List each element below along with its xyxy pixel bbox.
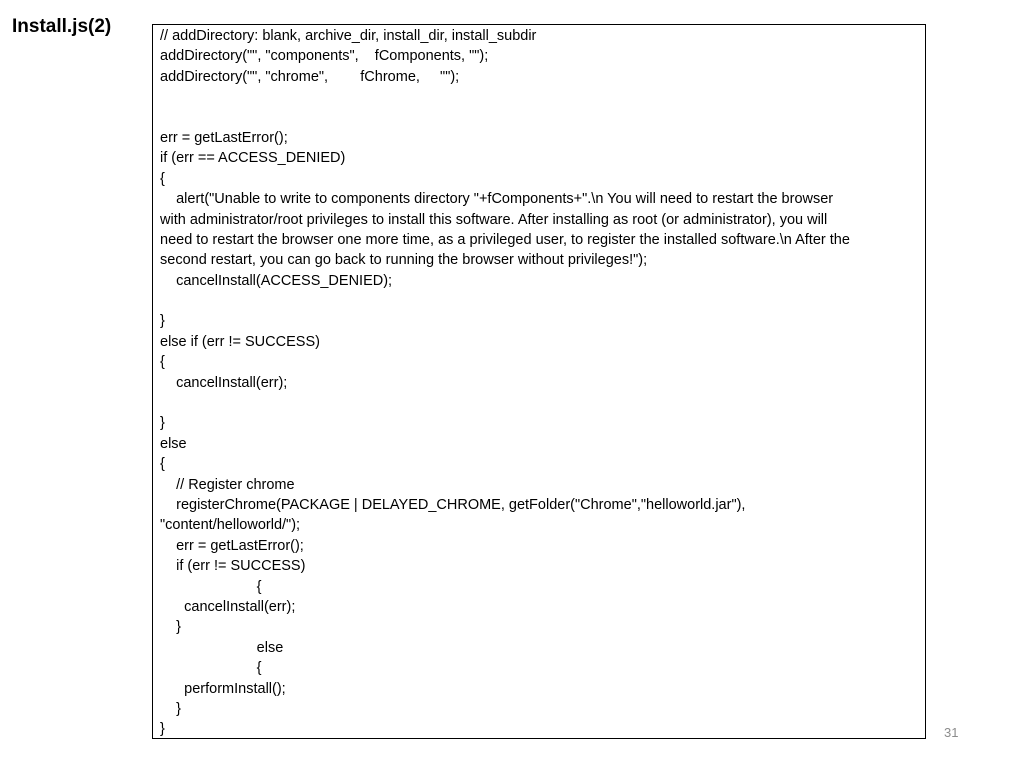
code-line [160, 291, 925, 311]
code-line: if (err == ACCESS_DENIED) [160, 150, 346, 167]
code-line: err = getLastError(); [160, 537, 304, 554]
code-line: // Register chrome [160, 476, 295, 493]
code-line: } [160, 700, 181, 717]
code-line: } [160, 721, 165, 738]
code-line: need to restart the browser one more time, as a privileged user, to register the installed software.\n After the [160, 231, 850, 248]
code-line: err = getLastError(); [160, 129, 288, 146]
code-line: cancelInstall(err); [160, 374, 288, 391]
code-line: performInstall(); [160, 680, 286, 697]
page-number: 31 [944, 725, 959, 740]
code-line: second restart, you can go back to running the browser without privileges!"); [160, 252, 648, 269]
code-line: addDirectory("", "components", fComponents, ""); [160, 48, 489, 65]
code-line: alert("Unable to write to components directory "+fComponents+".\n You will need to restart the browser [160, 191, 834, 208]
code-line: { [160, 354, 165, 371]
code-line: with administrator/root privileges to install this software. After installing as root (or administrator), you will [160, 211, 828, 228]
code-line: addDirectory("", "chrome", fChrome, ""); [160, 68, 460, 85]
code-line [160, 393, 925, 413]
code-line: else [160, 639, 284, 656]
code-line: } [160, 619, 181, 636]
code-line: } [160, 415, 165, 432]
code-line [160, 87, 925, 107]
code-line: // addDirectory: blank, archive_dir, install_dir, install_subdir [160, 28, 537, 44]
code-line: "content/helloworld/"); [160, 517, 301, 534]
code-line: { [160, 170, 165, 187]
code-line: if (err != SUCCESS) [160, 558, 306, 575]
code-line [160, 108, 925, 128]
code-line: else [160, 435, 187, 452]
code-line: { [160, 456, 165, 473]
code-line: { [160, 660, 262, 677]
code-line: else if (err != SUCCESS) [160, 333, 320, 350]
slide-title: Install.js(2) [12, 16, 112, 37]
code-line: cancelInstall(ACCESS_DENIED); [160, 272, 393, 289]
code-line: registerChrome(PACKAGE | DELAYED_CHROME, getFolder("Chrome","helloworld.jar"), [160, 496, 746, 513]
code-line: cancelInstall(err); [160, 598, 296, 615]
code-line: } [160, 313, 165, 330]
code-box [152, 24, 926, 739]
code-line: { [160, 578, 262, 595]
